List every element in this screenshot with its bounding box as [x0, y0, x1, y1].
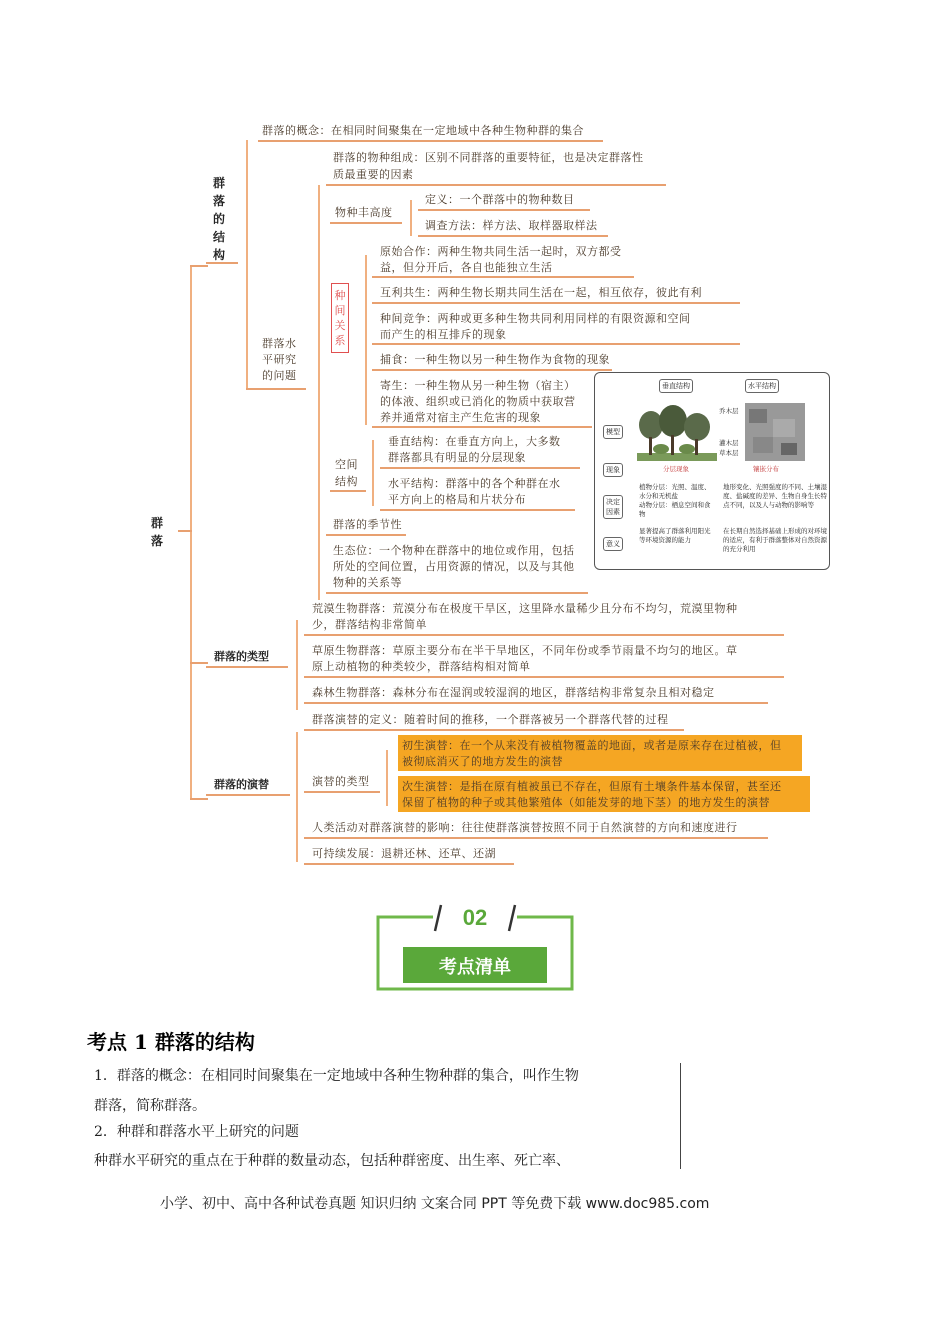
paragraph-4: 种群水平研究的重点在于种群的数量动态，包括种群密度、出生率、死亡率、 — [94, 1153, 570, 1169]
parasitism-1: 寄生：一种生物从另一种生物（宿主） — [380, 379, 576, 392]
section-structure: 群落的结构 — [212, 176, 225, 262]
paragraph-3: 2．种群和群落水平上研究的问题 — [94, 1124, 299, 1140]
section-types: 群落的类型 — [214, 650, 269, 663]
interspecific-label: 种间关系 — [331, 283, 349, 353]
predation: 捕食：一种生物以另一种生物作为食物的现象 — [380, 353, 610, 366]
grass-1: 草原生物群落：草原主要分布在半干旱地区，不同年份或季节雨量不均匀的地区。草 — [312, 644, 738, 657]
primary-1: 初生演替：在一个从来没有被植物覆盖的地面，或者是原来存在过植被，但 — [402, 739, 782, 752]
secondary-1: 次生演替：是指在原有植被虽已不存在，但原有土壤条件基本保留，甚至还 — [402, 780, 782, 793]
root-node: 群落 — [150, 516, 163, 548]
mosaic-illustration — [745, 403, 805, 461]
spatial-label: 空间结构 — [335, 458, 358, 488]
grass-2: 原上动植物的种类较少，群落结构相对简单 — [312, 660, 531, 673]
niche-3: 物种的关系等 — [333, 576, 402, 589]
row-meaning: 意义 — [603, 537, 623, 551]
section-heading: 考点 1 群落的结构 — [87, 1030, 255, 1054]
mutualism: 互利共生：两种生物长期共同生活在一起，相互依存，彼此有利 — [380, 286, 702, 299]
footer-text: 小学、初中、高中各种试卷真题 知识归纳 文案合同 PPT 等免费下载 www.doc985.com — [160, 1196, 710, 1212]
desert-2: 少，群落结构非常简单 — [312, 618, 427, 631]
seasonality: 群落的季节性 — [333, 518, 402, 531]
composition-1: 群落的物种组成：区别不同群落的重要特征，也是决定群落性 — [333, 151, 644, 164]
coop-1: 原始合作：两种生物共同生活一起时，双方都受 — [380, 245, 622, 258]
primary-2: 被彻底消灭了的地方发生的演替 — [402, 755, 563, 768]
composition-2: 质最重要的因素 — [333, 168, 414, 181]
forest: 森林生物群落：森林分布在湿润或较湿润的地区，群落结构非常复杂且相对稳定 — [312, 686, 715, 699]
horizontal-2: 平方向上的格局和片状分布 — [388, 493, 526, 506]
concept-text: 群落的概念：在相同时间聚集在一定地域中各种生物种群的集合 — [262, 124, 584, 137]
richness-method: 调查方法：样方法、取样器取样法 — [425, 219, 598, 232]
tree-illustration — [637, 403, 717, 461]
niche-2: 所处的空间位置，占用资源的情况，以及与其他 — [333, 560, 575, 573]
row-factor: 决定因素 — [603, 495, 623, 519]
coop-2: 益，但分开后，各自也能独立生活 — [380, 261, 553, 274]
badge-label: 考点清单 — [439, 957, 511, 978]
vertical-1: 垂直结构：在垂直方向上，大多数 — [388, 435, 561, 448]
human-impact: 人类活动对群落演替的影响：往往使群落演替按照不同于自然演替的方向和速度进行 — [312, 821, 738, 834]
margin-line — [680, 1063, 681, 1169]
succession-types: 演替的类型 — [312, 775, 370, 788]
row-model: 模型 — [603, 425, 623, 439]
niche-1: 生态位：一个物种在群落中的地位或作用，包括 — [333, 544, 575, 557]
horizontal-topic: 群落水平研究的问题 — [262, 337, 297, 382]
succession-definition: 群落演替的定义：随着时间的推移，一个群落被另一个群落代替的过程 — [312, 713, 669, 726]
paragraph-2: 群落，简称群落。 — [94, 1098, 206, 1114]
row-phenomenon: 现象 — [603, 463, 623, 477]
sustainable: 可持续发展：退耕还林、还草、还湖 — [312, 847, 496, 860]
badge-number: 02 — [462, 905, 488, 930]
competition-1: 种间竞争：两种或更多种生物共同利用同样的有限资源和空间 — [380, 312, 691, 325]
horizontal-1: 水平结构：群落中的各个种群在水 — [388, 477, 561, 490]
vertical-2: 群落都具有明显的分层现象 — [388, 451, 526, 464]
desert-1: 荒漠生物群落：荒漠分布在极度干旱区，这里降水量稀少且分布不均匀，荒漠里物种 — [312, 602, 738, 615]
secondary-2: 保留了植物的种子或其他繁殖体（如能发芽的地下茎）的地方发生的演替 — [402, 796, 770, 809]
paragraph-1: 1．群落的概念：在相同时间聚集在一定地域中各种生物种群的集合，叫作生物 — [94, 1068, 579, 1084]
parasitism-3: 养并通常对宿主产生危害的现象 — [380, 411, 541, 424]
section-badge — [375, 903, 575, 993]
richness-label: 物种丰高度 — [335, 206, 393, 219]
parasitism-2: 的体液、组织或已消化的物质中获取营 — [380, 395, 576, 408]
section-succession: 群落的演替 — [214, 778, 269, 791]
structure-diagram: 垂直结构 水平结构 模型 现象 决定因素 意义 乔木层 灌木层 草本层 分层现象 镶嵌分布 植物分层：光照、温度、水分和无机盐 动物分层：栖息空间和食物 地形变化、光照强度的不同、土壤湿度、盐碱度的差异、生物自身生长特点不同，以及人与动物的影响等 显著提高了群落利用阳光等环境资源的能力 在长期自然选择基础上形成的对环境的适应，有利于群落整体对自然资源的充分利用 — [594, 372, 830, 570]
competition-2: 而产生的相互排斥的现象 — [380, 328, 507, 341]
richness-def: 定义：一个群落中的物种数目 — [425, 193, 575, 206]
